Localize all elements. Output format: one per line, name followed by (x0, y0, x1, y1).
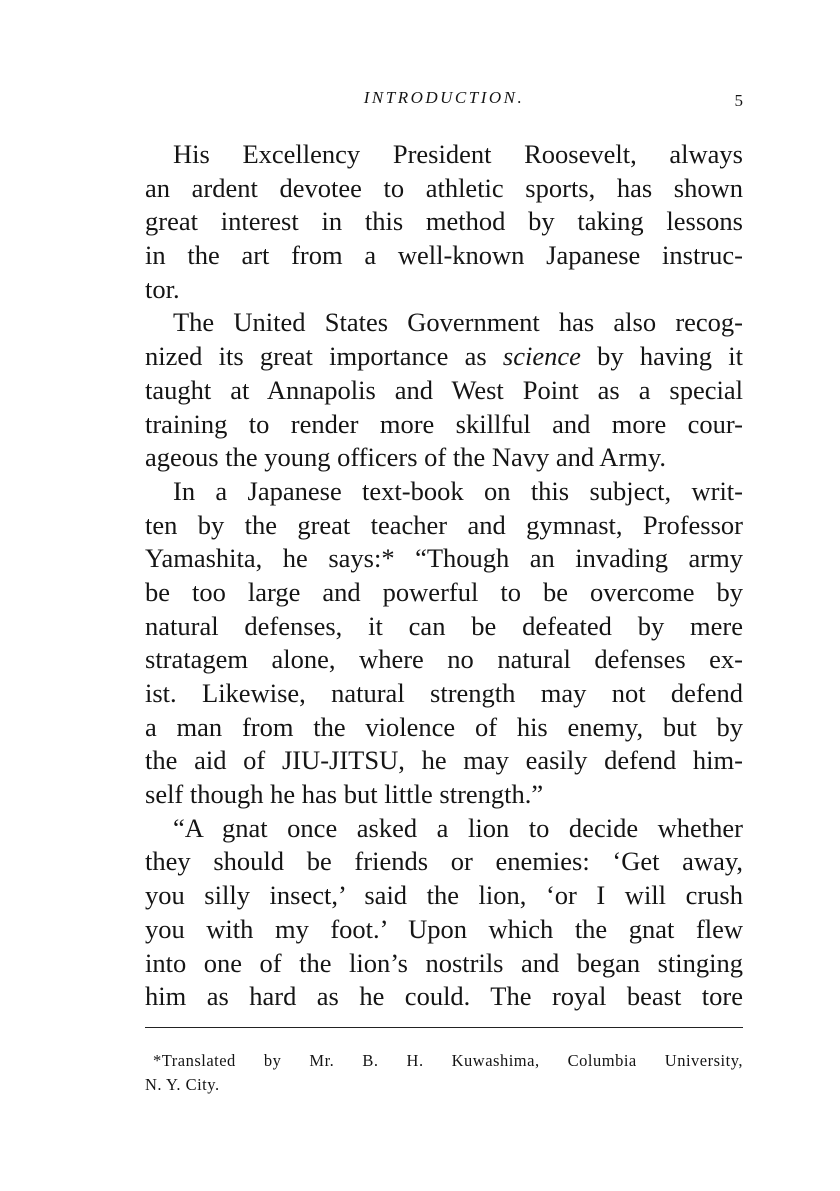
running-header (145, 88, 743, 116)
text-line: ten by the great teacher and gymnast, Professor (145, 509, 743, 540)
text-line: taught at Annapolis and West Point as a special (145, 374, 743, 405)
body-text (145, 138, 743, 1014)
text-line: they should be friends or enemies: ‘Get away, (145, 846, 743, 877)
text-line: “A gnat once asked a lion to decide whether (173, 812, 743, 843)
text-line: nized its great importance as science by having it (145, 341, 743, 372)
text-line: in the art from a well-known Japanese instruc- (145, 240, 743, 271)
text-line: natural defenses, it can be defeated by mere (145, 610, 743, 641)
page-number: 5 (734, 91, 743, 110)
text-line: an ardent devotee to athletic sports, has shown (145, 172, 743, 203)
text-line: you silly insect,’ said the lion, ‘or I will crush (145, 880, 743, 911)
text-line: self though he has but little strength.” (145, 779, 544, 810)
text-line: The United States Government has also recog- (173, 307, 743, 338)
text-line: stratagem alone, where no natural defenses ex- (145, 644, 743, 675)
text-line: the aid of JIU-JITSU, he may easily defend him- (145, 745, 743, 776)
text-line: ist. Likewise, natural strength may not defend (145, 678, 743, 708)
text-line: a man from the violence of his enemy, but by (145, 711, 743, 742)
footnote (145, 1049, 743, 1097)
text-line: ageous the young officers of the Navy and Army. (145, 442, 667, 473)
text-line: training to render more skillful and more cour- (145, 408, 743, 439)
text-line: great interest in this method by taking lessons (145, 206, 743, 237)
text-line: In a Japanese text-book on this subject, writ- (173, 475, 743, 506)
text-line: him as hard as he could. The royal beast tore (145, 981, 743, 1012)
text-line: be too large and powerful to be overcome by (145, 576, 743, 607)
text-line: you with my foot.’ Upon which the gnat flew (145, 913, 743, 944)
footnote-rule (145, 1027, 743, 1028)
text-line: His Excellency President Roosevelt, always (173, 139, 743, 169)
footnote-line: N. Y. City. (145, 1075, 220, 1094)
footnote-line: *Translated by Mr. B. H. Kuwashima, Columbia University, (153, 1051, 743, 1070)
running-title: INTRODUCTION. (363, 88, 525, 107)
text-line: tor. (145, 273, 180, 304)
text-line: into one of the lion’s nostrils and began stinging (145, 947, 743, 978)
text-line: Yamashita, he says:* “Though an invading army (145, 543, 743, 574)
